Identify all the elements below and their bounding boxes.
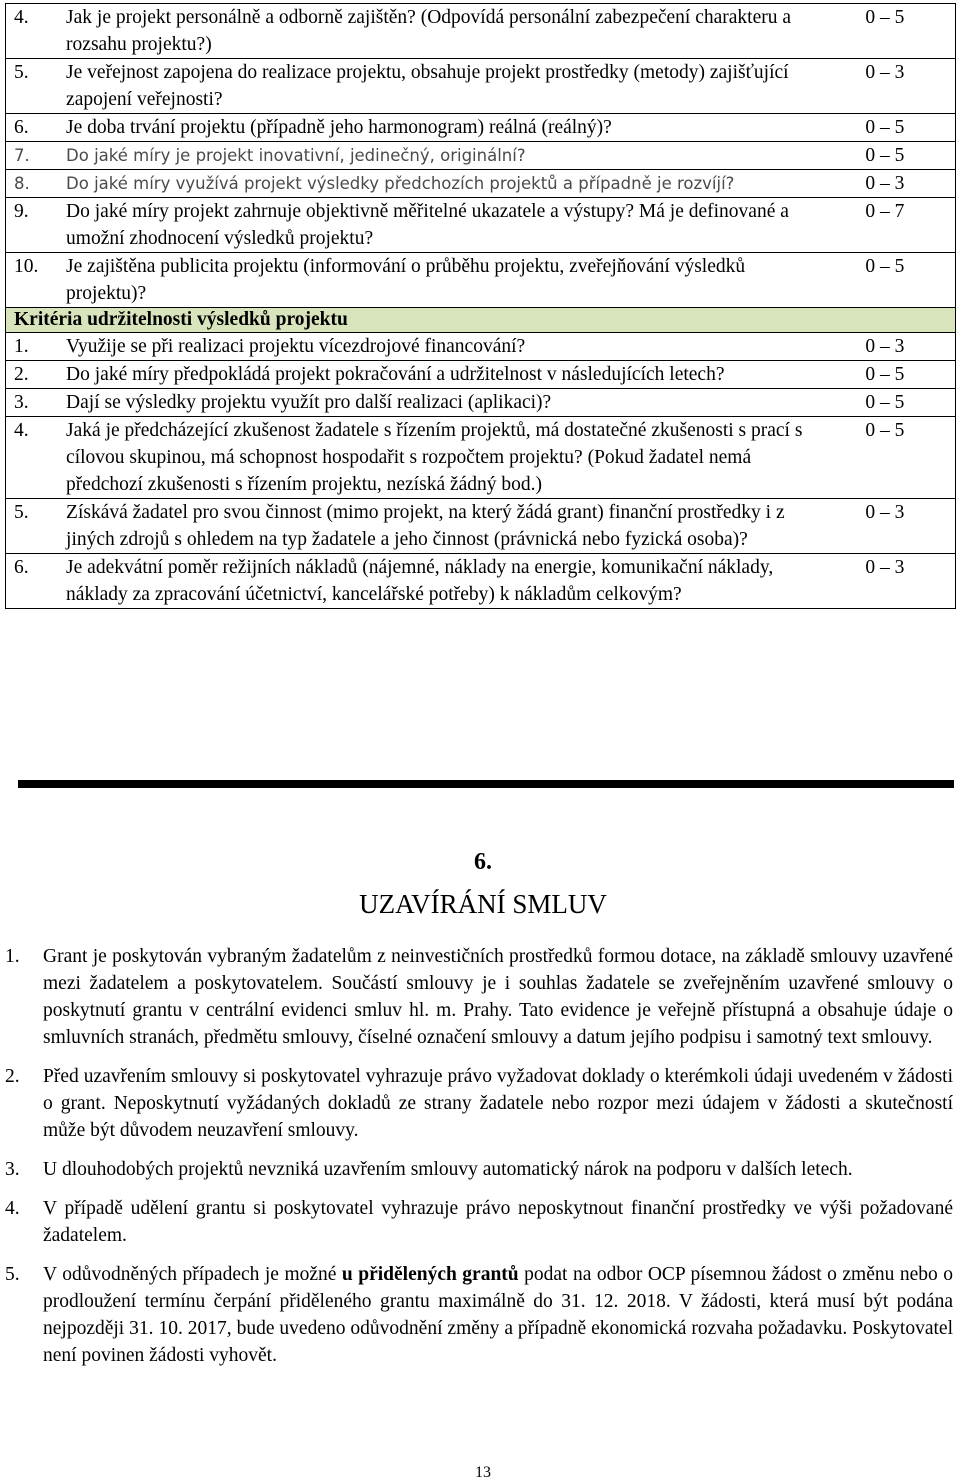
item-number: 1. [5, 946, 20, 967]
row-score: 0 – 5 [807, 389, 956, 417]
row-score: 0 – 5 [807, 142, 956, 170]
criteria-row [6, 333, 956, 361]
row-number: 2. [6, 361, 65, 389]
row-text: Dají se výsledky projektu využít pro další realizaci (aplikaci)? [64, 389, 807, 417]
row-number: 9. [6, 198, 65, 253]
row-text: Jaká je předcházející zkušenost žadatele s řízením projektů, má dostatečné zkušenosti s prací s cílovou skupinou, má schopnost hospodařit s rozpočtem projektu? (Pokud žadatel nemá předchozí zkušenosti s řízením projektu, nezíská žádný bod.) [64, 417, 807, 499]
criteria-row [6, 389, 956, 417]
criteria-table [5, 3, 956, 609]
row-number: 6. [6, 114, 65, 142]
row-score: 0 – 3 [807, 554, 956, 609]
item-number: 4. [5, 1198, 20, 1219]
item-text: Grant je poskytován vybraným žadatelům z neinvestičních prostředků formou dotace, na základě smlouvy uzavřené mezi žadatelem a poskytovatelem. Součástí smlouvy je i souhlas žadatele se zveřejněním uzavřené smlouvy o poskytnutí grantu v centrální evidenci smluv hl. m. Prahy. Tato evidence je veřejně přístupná a obsahuje údaje o smluvních stranách, předmětu smlouvy, číselné označení smlouvy a datum jejího podpisu i samotný text smlouvy. [43, 946, 953, 1048]
row-text: Jak je projekt personálně a odborně zajištěn? (Odpovídá personální zabezpečení charakteru a rozsahu projektu?) [64, 4, 807, 59]
section-heading: Kritéria udržitelnosti výsledků projektu [6, 308, 956, 333]
row-score: 0 – 5 [807, 114, 956, 142]
row-number: 8. [6, 170, 65, 198]
row-text: Využije se při realizaci projektu vícezdrojové financování? [64, 333, 807, 361]
criteria-row [6, 198, 956, 253]
criteria-row [6, 417, 956, 499]
list-item [5, 1063, 953, 1144]
criteria-row [6, 253, 956, 308]
list-item [5, 1261, 953, 1369]
row-score: 0 – 5 [807, 417, 956, 499]
item-number: 2. [5, 1066, 20, 1087]
row-text: Je veřejnost zapojena do realizace projektu, obsahuje projekt prostředky (metody) zajišťující zapojení veřejnosti? [64, 59, 807, 114]
row-number: 1. [6, 333, 65, 361]
row-text: Do jaké míry projekt zahrnuje objektivně měřitelné ukazatele a výstupy? Má je definované a umožní zhodnocení výsledků projektu? [64, 198, 807, 253]
row-text: Je adekvátní poměr režijních nákladů (nájemné, náklady na energie, komunikační náklady, náklady za zpracování účetnictví, kancelářské potřeby) k nákladům celkovým? [64, 554, 807, 609]
criteria-row [6, 59, 956, 114]
row-text: Je doba trvání projektu (případně jeho harmonogram) reálná (reálný)? [64, 114, 807, 142]
criteria-row [6, 554, 956, 609]
section-heading-row [6, 308, 956, 333]
item-text-bold: u přidělených grantů [341, 1264, 519, 1285]
item-text: V případě udělení grantu si poskytovatel vyhrazuje právo neposkytnout finanční prostředky ve výši požadované žadatelem. [43, 1198, 953, 1246]
row-text: Je zajištěna publicita projektu (informování o průběhu projektu, zveřejňování výsledků projektu)? [64, 253, 807, 308]
row-score: 0 – 5 [807, 253, 956, 308]
criteria-row [6, 361, 956, 389]
row-number: 3. [6, 389, 65, 417]
row-number: 10. [6, 253, 65, 308]
row-text: Do jaké míry využívá projekt výsledky předchozích projektů a případně je rozvíjí? [64, 170, 807, 198]
criteria-row [6, 170, 956, 198]
row-score: 0 – 3 [807, 170, 956, 198]
row-score: 0 – 3 [807, 59, 956, 114]
row-score: 0 – 5 [807, 4, 956, 59]
list-item [5, 943, 953, 1051]
row-score: 0 – 7 [807, 198, 956, 253]
list-item [5, 1156, 953, 1183]
row-text: Do jaké míry je projekt inovativní, jedinečný, originální? [64, 142, 807, 170]
row-score: 0 – 5 [807, 361, 956, 389]
criteria-row [6, 114, 956, 142]
chapter-number: 6. [474, 849, 492, 875]
row-number: 6. [6, 554, 65, 609]
item-text: Před uzavřením smlouvy si poskytovatel vyhrazuje právo vyžadovat doklady o kterémkoli údaji uvedeném v žádosti o grant. Neposkytnutí vyžádaných dokladů ze strany žadatele nebo rozpor mezi údajem v žádosti a skutečností může být důvodem neuzavření smlouvy. [43, 1066, 953, 1141]
criteria-row [6, 4, 956, 59]
row-number: 4. [6, 4, 65, 59]
horizontal-rule [18, 780, 954, 788]
item-number: 3. [5, 1159, 20, 1180]
numbered-list [5, 943, 953, 1381]
item-text-after: podat na odbor OCP písemnou žádost o změnu nebo o prodloužení termínu čerpání přiděleného grantu maximálně do 31. 12. 2018. V žádosti, která musí být podána nejpozději 31. 10. 2017, bude uvedeno odůvodnění změny a případně ekonomická rozvaha požadavku. Poskytovatel není povinen žádosti vyhovět. [43, 1264, 953, 1366]
row-text: Do jaké míry předpokládá projekt pokračování a udržitelnost v následujících letech? [64, 361, 807, 389]
row-score: 0 – 3 [807, 333, 956, 361]
row-score: 0 – 3 [807, 499, 956, 554]
row-number: 4. [6, 417, 65, 499]
item-text: U dlouhodobých projektů nevzniká uzavřením smlouvy automatický nárok na podporu v dalších letech. [43, 1159, 853, 1180]
chapter-title: UZAVÍRÁNÍ SMLUV [359, 889, 607, 919]
row-number: 5. [6, 499, 65, 554]
list-item [5, 1195, 953, 1249]
item-text-before: V odůvodněných případech je možné [43, 1264, 342, 1285]
row-number: 7. [6, 142, 65, 170]
row-text: Získává žadatel pro svou činnost (mimo projekt, na který žádá grant) finanční prostředky i z jiných zdrojů s ohledem na typ žadatele a jeho činnost (právnická nebo fyzická osoba)? [64, 499, 807, 554]
criteria-row [6, 142, 956, 170]
item-number: 5. [5, 1264, 20, 1285]
row-number: 5. [6, 59, 65, 114]
page-number: 13 [475, 1464, 491, 1481]
item-text [43, 1261, 953, 1369]
criteria-row [6, 499, 956, 554]
